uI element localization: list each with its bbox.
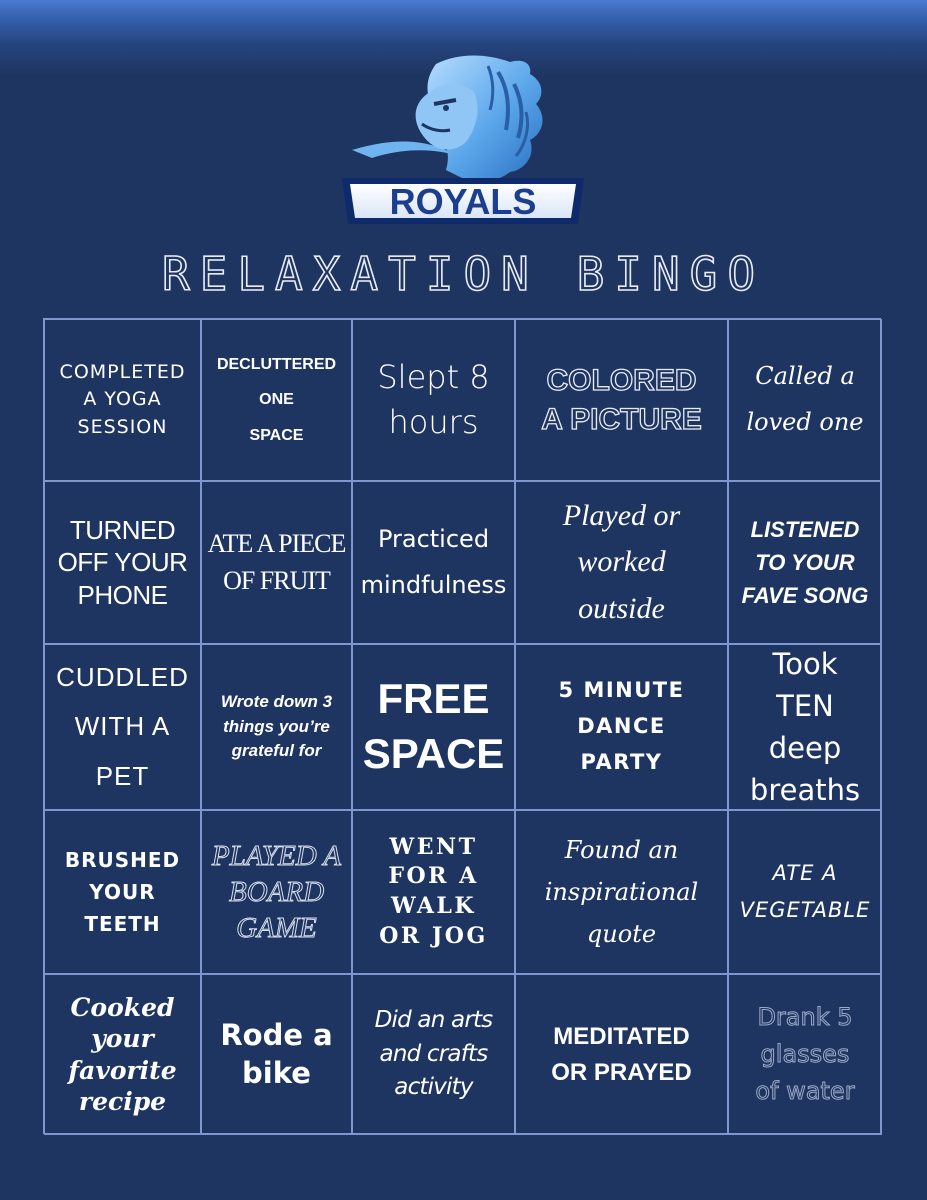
logo-text: ROYALS	[389, 181, 537, 222]
bingo-cell: Cooked your favorite recipe	[44, 974, 201, 1135]
bingo-cell: WENT FOR A WALK OR JOG	[352, 810, 515, 974]
bingo-cell: Wrote down 3 things you’re grateful for	[201, 644, 352, 810]
bingo-cell: ATE A VEGETABLE	[728, 810, 882, 974]
bingo-cell: Played or worked outside	[515, 481, 728, 644]
bingo-cell: TURNED OFF YOUR PHONE	[44, 481, 201, 644]
bingo-cell: COLORED A PICTURE	[515, 319, 728, 481]
bingo-cell: 5 MINUTE DANCE PARTY	[515, 644, 728, 810]
bingo-cell: DECLUTTERED ONE SPACE	[201, 319, 352, 481]
bingo-cell: Rode a bike	[201, 974, 352, 1135]
lion-head-icon	[338, 52, 588, 232]
bingo-cell: LISTENED TO YOUR FAVE SONG	[728, 481, 882, 644]
bingo-cell: Slept 8 hours	[352, 319, 515, 481]
bingo-cell: COMPLETED A YOGA SESSION	[44, 319, 201, 481]
bingo-board	[43, 318, 881, 1134]
free-space-cell: FREE SPACE	[352, 644, 515, 810]
bingo-cell: Called a loved one	[728, 319, 882, 481]
bingo-cell: CUDDLED WITH A PET	[44, 644, 201, 810]
page-title: RELAXATION BINGO	[161, 247, 766, 301]
bingo-cell: Drank 5 glasses of water	[728, 974, 882, 1135]
bingo-cell: BRUSHED YOUR TEETH	[44, 810, 201, 974]
royals-logo	[338, 52, 588, 232]
bingo-cell: Practiced mindfulness	[352, 481, 515, 644]
bingo-cell: MEDITATED OR PRAYED	[515, 974, 728, 1135]
bingo-cell: ATE A PIECE OF FRUIT	[201, 481, 352, 644]
bingo-cell: PLAYED A BOARD GAME	[201, 810, 352, 974]
bingo-cell: Took TEN deep breaths	[728, 644, 882, 810]
bingo-cell: Did an arts and crafts activity	[352, 974, 515, 1135]
bingo-cell: Found an inspirational quote	[515, 810, 728, 974]
